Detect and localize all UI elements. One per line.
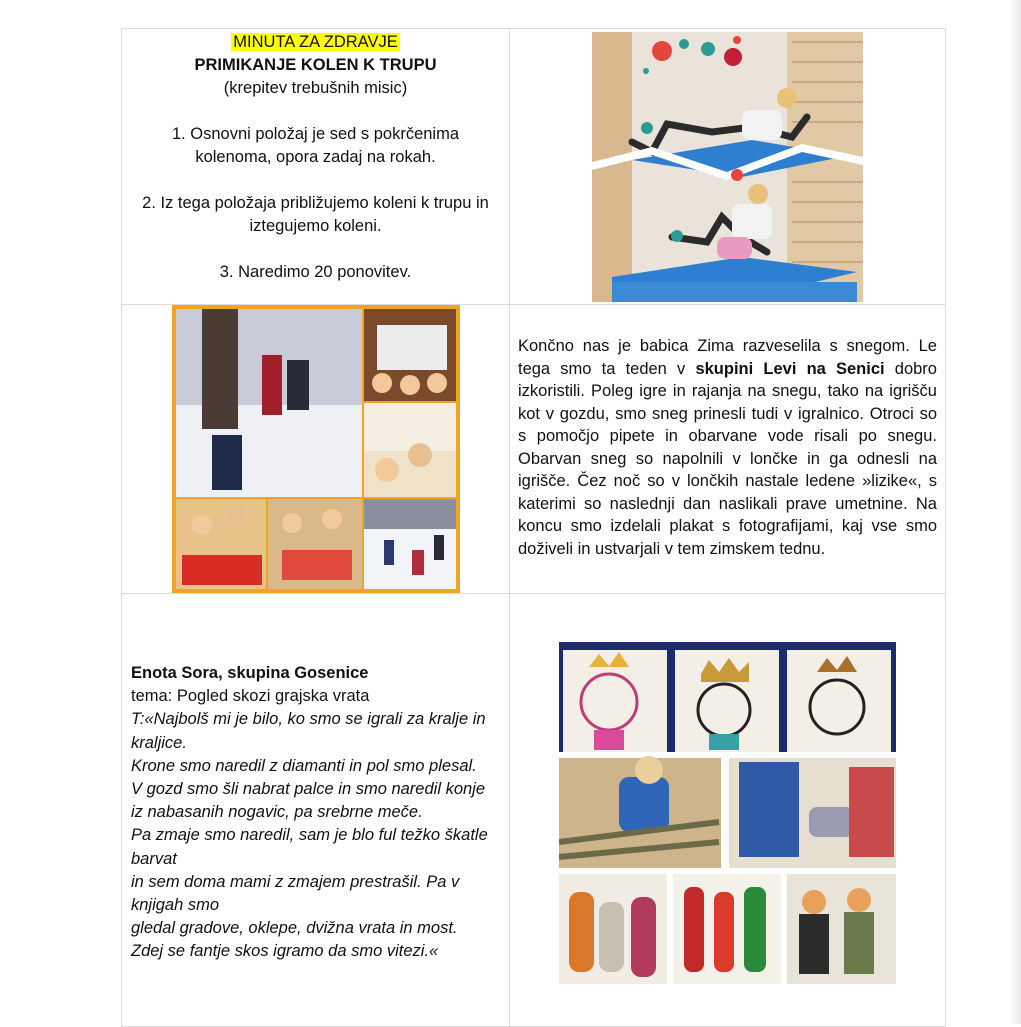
- health-cell: [122, 29, 510, 305]
- quote-line: T:«Najbolš mi je bilo, ko smo se igrali za kralje in: [131, 710, 486, 729]
- quote-line: Zdej se fantje skos igramo da smo vitezi.«: [131, 942, 439, 961]
- page-edge: [1011, 0, 1021, 1024]
- exercise-photo: [592, 32, 863, 302]
- sora-photo-cell: [510, 594, 946, 1027]
- snow-group-name: skupini Levi na Senici: [695, 359, 885, 378]
- sora-theme: tema: Pogled skozi grajska vrata: [131, 687, 370, 706]
- snow-collage-cell: [122, 305, 510, 594]
- quote-line: knjigah smo: [131, 896, 220, 915]
- sora-text-cell: [122, 594, 510, 1027]
- quote-line: Pa zmaje smo naredil, sam je blo ful težko škatle: [131, 826, 488, 845]
- exercise-title: PRIMIKANJE KOLEN K TRUPU: [194, 56, 437, 74]
- quote-line: barvat: [131, 849, 177, 868]
- step-1-line-1: 1. Osnovni položaj je sed s pokrčenima: [171, 125, 460, 143]
- quote-line: Krone smo naredil z diamanti in pol smo plesal.: [131, 756, 477, 775]
- step-3: 3. Naredimo 20 ponovitev.: [219, 263, 412, 281]
- snow-body: dobro izkoristili. Poleg igre in rajanja na snegu, tako na igrišču kot v gozdu, smo sneg prinesli tudi v igralnico. Otroci so s pomočjo pipete in obarvane vode risali po snegu. Obarvan sneg so napolnili v lončke in ga odnesli na igrišče. Čez noč so v lončkih nastale ledene »lizike«, s katerimi so naslednji dan naslikali prave umetnine. Na koncu smo izdelali plakat s fotografijami, kaj vse smo doživeli in ustvarjali v tem zimskem tednu.: [518, 359, 937, 558]
- exercise-photo-cell: [510, 29, 946, 305]
- castle-crafts-photos: [559, 642, 899, 987]
- quote-line: in sem doma mami z zmajem prestrašil. Pa v: [131, 872, 460, 891]
- exercise-subtitle: (krepitev trebušnih misic): [223, 79, 408, 97]
- step-1-line-2: kolenoma, opora zadaj na rokah.: [195, 148, 436, 166]
- snow-intro: Končno nas je babica Zima razveselila s snegom. Le tega smo ta teden v: [518, 337, 937, 378]
- snow-photo-collage: [172, 305, 460, 593]
- snow-text-cell: [510, 305, 946, 594]
- quote-line: gledal gradove, oklepe, dvižna vrata in most.: [131, 919, 458, 938]
- step-2-line-2: iztegujemo koleni.: [249, 217, 382, 235]
- quote-line: V gozd smo šli nabrat palce in smo naredil konje: [131, 780, 486, 799]
- health-tag: MINUTA ZA ZDRAVJE: [233, 33, 398, 51]
- sora-heading: Enota Sora, skupina Gosenice: [131, 664, 369, 682]
- content-table: [121, 28, 946, 1027]
- quote-line: kraljice.: [131, 733, 187, 752]
- step-2-line-1: 2. Iz tega položaja približujemo koleni k trupu in: [142, 194, 489, 212]
- quote-line: iz nabasanih nogavic, pa srebrne meče.: [131, 803, 423, 822]
